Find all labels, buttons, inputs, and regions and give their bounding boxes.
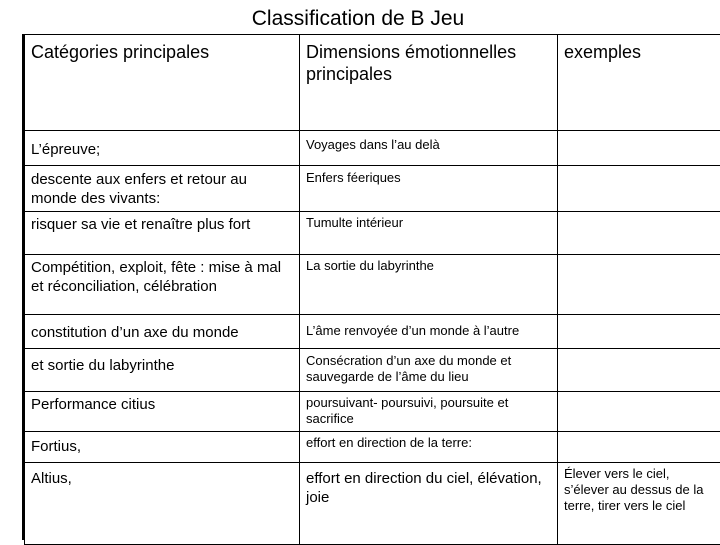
classification-table: [24, 34, 720, 545]
cell-category: Performance citius: [25, 392, 300, 432]
table-row: [25, 131, 720, 166]
cell-dimension: poursuivant- poursuivi, poursuite et sacrifice: [300, 392, 558, 432]
table-row: [25, 432, 720, 463]
cell-category: Altius,: [25, 463, 300, 545]
header-categories: Catégories principales: [25, 35, 300, 131]
cell-dimension: effort en direction de la terre:: [300, 432, 558, 463]
table-row: [25, 212, 720, 255]
cell-category: descente aux enfers et retour au monde des vivants:: [25, 166, 300, 212]
cell-dimension: Enfers féeriques: [300, 166, 558, 212]
cell-dimension: La sortie du labyrinthe: [300, 255, 558, 315]
cell-example: [558, 392, 720, 432]
cell-category: L’épreuve;: [25, 131, 300, 166]
cell-example: [558, 131, 720, 166]
table-row: [25, 463, 720, 545]
header-exemples: exemples: [558, 35, 720, 131]
header-dimensions: Dimensions émotionnelles principales: [300, 35, 558, 131]
table-row: [25, 315, 720, 349]
cell-category: et sortie du labyrinthe: [25, 349, 300, 392]
cell-example: [558, 315, 720, 349]
cell-category: Compétition, exploit, fête : mise à mal et réconciliation, célébration: [25, 255, 300, 315]
cell-dimension: Tumulte intérieur: [300, 212, 558, 255]
cell-dimension: Consécration d’un axe du monde et sauvegarde de l’âme du lieu: [300, 349, 558, 392]
cell-dimension: L’âme renvoyée d’un monde à l’autre: [300, 315, 558, 349]
table-row: [25, 349, 720, 392]
cell-example: Élever vers le ciel, s’élever au dessus de la terre, tirer vers le ciel: [558, 463, 720, 545]
cell-example: [558, 255, 720, 315]
table-row: [25, 255, 720, 315]
cell-example: [558, 349, 720, 392]
cell-dimension: effort en direction du ciel, élévation, joie: [300, 463, 558, 545]
cell-dimension: Voyages dans l’au delà: [300, 131, 558, 166]
cell-category: constitution d’un axe du monde: [25, 315, 300, 349]
page-title: Classification de B Jeu: [0, 6, 716, 32]
cell-example: [558, 166, 720, 212]
table-header-row: [25, 35, 720, 131]
cell-example: [558, 212, 720, 255]
cell-example: [558, 432, 720, 463]
table-row: [25, 166, 720, 212]
cell-category: risquer sa vie et renaître plus fort: [25, 212, 300, 255]
table-row: [25, 392, 720, 432]
cell-category: Fortius,: [25, 432, 300, 463]
